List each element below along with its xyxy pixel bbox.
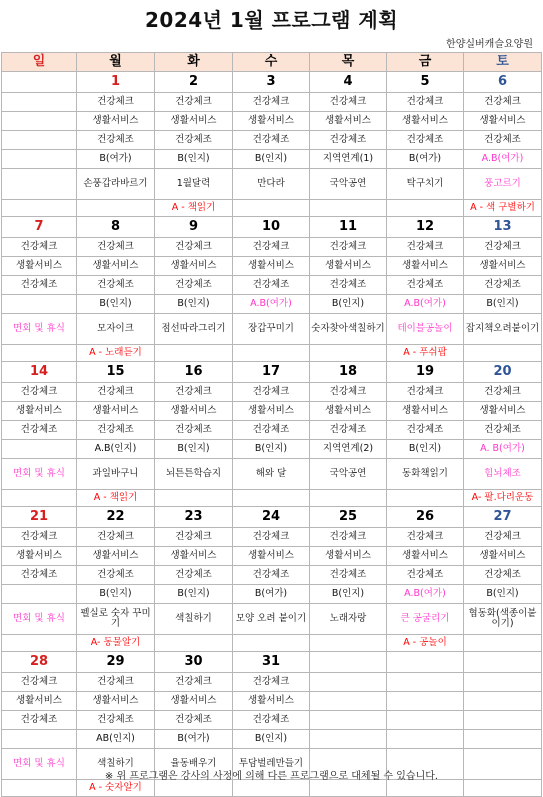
program-type-cell	[310, 730, 387, 749]
program-type-cell: B(인지)	[77, 585, 155, 604]
health-exercise-cell: 건강체조	[310, 421, 387, 440]
program-type-row	[2, 295, 542, 314]
note-row	[2, 635, 542, 652]
date-cell: 6	[464, 72, 542, 93]
program-activity-cell: 모자이크	[77, 314, 155, 345]
note-cell	[310, 200, 387, 217]
program-type-cell: B(인지)	[387, 440, 464, 459]
program-activity-cell: 노래자랑	[310, 604, 387, 635]
health-check-cell: 건강체크	[233, 383, 310, 402]
date-cell: 26	[387, 507, 464, 528]
health-check-row	[2, 93, 542, 112]
program-type-cell: B(여가)	[387, 150, 464, 169]
note-cell	[387, 200, 464, 217]
program-type-cell	[2, 730, 77, 749]
life-service-cell: 생활서비스	[310, 547, 387, 566]
date-cell: 13	[464, 217, 542, 238]
note-cell	[310, 635, 387, 652]
note-cell	[155, 345, 233, 362]
program-type-row	[2, 150, 542, 169]
program-activity-cell: 협동화(색종이붙이기)	[464, 604, 542, 635]
program-type-cell: A.B(여가)	[387, 295, 464, 314]
program-activity-cell: 국악공연	[310, 459, 387, 490]
program-type-cell: AB(인지)	[77, 730, 155, 749]
health-check-cell	[464, 673, 542, 692]
weekday-header-row	[2, 53, 542, 72]
health-check-row	[2, 673, 542, 692]
note-cell	[464, 635, 542, 652]
health-check-cell: 건강체크	[387, 383, 464, 402]
note-cell: A - 색 구별하기	[464, 200, 542, 217]
date-cell: 20	[464, 362, 542, 383]
program-activity-cell: 면회 및 휴식	[2, 604, 77, 635]
health-check-cell: 건강체크	[233, 673, 310, 692]
life-service-cell: 생활서비스	[310, 112, 387, 131]
program-type-cell: B(여가)	[77, 150, 155, 169]
note-cell: A - 책읽기	[77, 490, 155, 507]
life-service-cell: 생활서비스	[233, 692, 310, 711]
health-check-cell: 건강체크	[233, 93, 310, 112]
life-service-cell: 생활서비스	[310, 402, 387, 421]
program-type-cell: B(인지)	[155, 440, 233, 459]
note-cell	[310, 345, 387, 362]
health-exercise-cell: 건강체조	[233, 131, 310, 150]
note-cell	[387, 780, 464, 797]
weekday-thursday: 목	[310, 53, 387, 72]
health-check-cell: 건강체크	[77, 93, 155, 112]
program-type-cell: B(인지)	[233, 150, 310, 169]
note-cell	[464, 345, 542, 362]
life-service-cell: 생활서비스	[387, 547, 464, 566]
health-check-cell: 건강체크	[155, 93, 233, 112]
date-cell: 23	[155, 507, 233, 528]
life-service-cell	[310, 692, 387, 711]
date-cell: 4	[310, 72, 387, 93]
program-type-cell: B(여가)	[155, 730, 233, 749]
life-service-cell: 생활서비스	[464, 547, 542, 566]
health-exercise-cell: 건강체조	[464, 276, 542, 295]
health-check-cell: 건강체크	[155, 383, 233, 402]
health-check-cell	[387, 673, 464, 692]
note-cell	[310, 490, 387, 507]
health-exercise-cell: 건강체조	[310, 131, 387, 150]
footnote: ※ 위 프로그램은 강사의 사정에 의해 다른 프로그램으로 대체될 수 있습니다.	[104, 771, 439, 782]
life-service-cell: 생활서비스	[155, 692, 233, 711]
note-cell: A - 숫자알기	[77, 780, 155, 797]
program-type-cell: B(여가)	[233, 585, 310, 604]
program-activity-cell: 펠실로 숫자 꾸미기	[77, 604, 155, 635]
note-cell	[155, 635, 233, 652]
calendar-body	[2, 53, 542, 797]
health-check-cell: 건강체크	[2, 383, 77, 402]
life-service-cell: 생활서비스	[464, 257, 542, 276]
life-service-cell: 생활서비스	[233, 547, 310, 566]
note-cell: A- 팔.다리운동	[464, 490, 542, 507]
life-service-cell	[464, 692, 542, 711]
program-activity-cell: 면회 및 휴식	[2, 314, 77, 345]
program-type-cell: A.B(여가)	[233, 295, 310, 314]
program-type-cell	[464, 730, 542, 749]
program-type-cell: B(인지)	[155, 295, 233, 314]
program-activity-cell: 색칠하기	[77, 749, 155, 780]
date-cell	[2, 72, 77, 93]
health-check-cell: 건강체크	[2, 673, 77, 692]
date-cell	[464, 652, 542, 673]
date-row	[2, 72, 542, 93]
date-cell: 24	[233, 507, 310, 528]
weekday-saturday: 토	[464, 53, 542, 72]
health-exercise-cell	[310, 711, 387, 730]
health-exercise-cell	[2, 131, 77, 150]
life-service-cell	[387, 692, 464, 711]
note-row	[2, 780, 542, 797]
date-cell: 10	[233, 217, 310, 238]
program-type-cell: B(인지)	[233, 440, 310, 459]
date-cell: 15	[77, 362, 155, 383]
note-cell	[233, 490, 310, 507]
note-cell	[233, 635, 310, 652]
health-exercise-cell: 건강체조	[387, 276, 464, 295]
life-service-cell: 생활서비스	[310, 257, 387, 276]
health-check-cell: 건강체크	[77, 383, 155, 402]
health-exercise-cell	[464, 711, 542, 730]
health-check-cell: 건강체크	[155, 528, 233, 547]
program-activity-cell: 율동배우기	[155, 749, 233, 780]
date-cell: 19	[387, 362, 464, 383]
date-cell: 29	[77, 652, 155, 673]
program-activity-cell: 모양 오려 붙이기	[233, 604, 310, 635]
health-exercise-cell: 건강체조	[233, 276, 310, 295]
life-service-row	[2, 547, 542, 566]
weekday-sunday: 일	[2, 53, 77, 72]
program-type-cell	[387, 730, 464, 749]
page-title: 2024년 1월 프로그램 계획	[144, 8, 399, 32]
program-type-cell: 지역연계(2)	[310, 440, 387, 459]
program-type-cell: A. B(여가)	[464, 440, 542, 459]
date-cell: 3	[233, 72, 310, 93]
weekday-friday: 금	[387, 53, 464, 72]
health-exercise-cell: 건강체조	[77, 421, 155, 440]
health-check-cell: 건강체크	[2, 528, 77, 547]
note-cell	[2, 490, 77, 507]
health-exercise-cell: 건강체조	[387, 566, 464, 585]
date-cell: 27	[464, 507, 542, 528]
program-activity-cell: 탁구치기	[387, 169, 464, 200]
life-service-cell: 생활서비스	[387, 257, 464, 276]
program-type-cell: B(인지)	[155, 585, 233, 604]
program-type-cell	[2, 585, 77, 604]
date-cell: 7	[2, 217, 77, 238]
program-activity-cell: 풍고르기	[464, 169, 542, 200]
life-service-cell: 생활서비스	[464, 112, 542, 131]
date-cell: 17	[233, 362, 310, 383]
program-activity-cell: 과일바구니	[77, 459, 155, 490]
program-type-cell: A.B(여가)	[464, 150, 542, 169]
date-cell: 16	[155, 362, 233, 383]
program-activity-cell: 테이블공놀이	[387, 314, 464, 345]
health-exercise-cell: 건강체조	[155, 566, 233, 585]
program-activity-cell: 잡지책오려붙이기	[464, 314, 542, 345]
life-service-cell: 생활서비스	[155, 257, 233, 276]
life-service-cell: 생활서비스	[464, 402, 542, 421]
note-cell	[2, 200, 77, 217]
note-cell: A - 공놀이	[387, 635, 464, 652]
health-check-cell	[2, 93, 77, 112]
program-activity-row	[2, 169, 542, 200]
date-cell: 2	[155, 72, 233, 93]
program-type-cell: B(인지)	[233, 730, 310, 749]
program-activity-cell: 면회 및 휴식	[2, 749, 77, 780]
health-check-cell: 건강체크	[77, 238, 155, 257]
note-cell	[233, 200, 310, 217]
health-exercise-cell: 건강체조	[2, 276, 77, 295]
life-service-cell: 생활서비스	[387, 112, 464, 131]
note-cell	[464, 780, 542, 797]
health-exercise-cell: 건강체조	[387, 421, 464, 440]
health-exercise-cell: 건강체조	[310, 566, 387, 585]
program-activity-cell: 동화책읽기	[387, 459, 464, 490]
life-service-row	[2, 257, 542, 276]
date-cell: 12	[387, 217, 464, 238]
life-service-cell: 생활서비스	[2, 402, 77, 421]
health-check-cell: 건강체크	[387, 238, 464, 257]
health-exercise-cell: 건강체조	[233, 711, 310, 730]
note-cell: A- 동물알기	[77, 635, 155, 652]
health-exercise-cell: 건강체조	[2, 711, 77, 730]
health-check-cell: 건강체크	[387, 93, 464, 112]
health-exercise-cell: 건강체조	[2, 421, 77, 440]
program-activity-cell: 국악공연	[310, 169, 387, 200]
program-activity-cell: 뇌튼튼학습지	[155, 459, 233, 490]
date-cell: 31	[233, 652, 310, 673]
note-cell: A - 책읽기	[155, 200, 233, 217]
note-cell	[155, 780, 233, 797]
health-check-cell: 건강체크	[387, 528, 464, 547]
note-cell	[2, 780, 77, 797]
health-check-cell: 건강체크	[310, 528, 387, 547]
date-cell: 25	[310, 507, 387, 528]
program-type-row	[2, 585, 542, 604]
health-exercise-cell: 건강체조	[155, 421, 233, 440]
health-exercise-cell: 건강체조	[155, 711, 233, 730]
health-exercise-cell: 건강체조	[2, 566, 77, 585]
life-service-cell: 생활서비스	[77, 547, 155, 566]
program-type-row	[2, 440, 542, 459]
date-cell: 18	[310, 362, 387, 383]
date-cell: 14	[2, 362, 77, 383]
health-exercise-cell: 건강체조	[77, 566, 155, 585]
date-cell: 22	[77, 507, 155, 528]
note-row	[2, 200, 542, 217]
note-cell	[2, 635, 77, 652]
life-service-cell: 생활서비스	[2, 692, 77, 711]
date-cell: 28	[2, 652, 77, 673]
health-check-cell: 건강체크	[464, 238, 542, 257]
program-type-cell: A.B(인지)	[77, 440, 155, 459]
health-check-cell: 건강체크	[310, 238, 387, 257]
life-service-cell: 생활서비스	[77, 692, 155, 711]
date-cell: 5	[387, 72, 464, 93]
health-check-row	[2, 383, 542, 402]
life-service-cell: 생활서비스	[77, 112, 155, 131]
program-activity-row	[2, 459, 542, 490]
health-exercise-cell	[387, 711, 464, 730]
health-exercise-cell: 건강체조	[233, 421, 310, 440]
health-check-cell	[310, 673, 387, 692]
program-activity-cell: 만다라	[233, 169, 310, 200]
life-service-cell: 생활서비스	[2, 547, 77, 566]
life-service-cell: 생활서비스	[233, 402, 310, 421]
health-exercise-row	[2, 131, 542, 150]
health-check-cell: 건강체크	[155, 238, 233, 257]
health-check-cell: 건강체크	[233, 238, 310, 257]
program-type-cell: 지역연계(1)	[310, 150, 387, 169]
date-cell: 30	[155, 652, 233, 673]
weekday-wednesday: 수	[233, 53, 310, 72]
life-service-row	[2, 112, 542, 131]
health-exercise-cell: 건강체조	[464, 566, 542, 585]
note-cell	[233, 345, 310, 362]
health-exercise-cell: 건강체조	[464, 421, 542, 440]
calendar-table	[1, 52, 542, 797]
health-exercise-row	[2, 276, 542, 295]
weekday-monday: 월	[77, 53, 155, 72]
program-type-cell: B(인지)	[310, 295, 387, 314]
date-cell: 8	[77, 217, 155, 238]
program-type-row	[2, 730, 542, 749]
program-activity-row	[2, 314, 542, 345]
note-cell	[155, 490, 233, 507]
health-check-cell: 건강체크	[77, 673, 155, 692]
program-activity-cell: 손풍갑라바르기	[77, 169, 155, 200]
health-exercise-cell: 건강체조	[387, 131, 464, 150]
program-type-cell: B(인지)	[310, 585, 387, 604]
date-row	[2, 507, 542, 528]
program-activity-cell: 해와 달	[233, 459, 310, 490]
health-check-row	[2, 528, 542, 547]
life-service-row	[2, 692, 542, 711]
health-check-cell: 건강체크	[310, 93, 387, 112]
program-type-cell: B(인지)	[77, 295, 155, 314]
program-type-cell	[2, 295, 77, 314]
health-exercise-cell: 건강체조	[155, 131, 233, 150]
note-cell	[310, 780, 387, 797]
health-check-row	[2, 238, 542, 257]
life-service-cell: 생활서비스	[77, 257, 155, 276]
health-exercise-cell: 건강체조	[77, 711, 155, 730]
program-activity-cell: 1월달력	[155, 169, 233, 200]
health-check-cell: 건강체크	[77, 528, 155, 547]
health-exercise-row	[2, 566, 542, 585]
program-activity-cell: 장갑꾸미기	[233, 314, 310, 345]
program-type-cell: B(인지)	[464, 585, 542, 604]
note-cell: A - 푸쉬팝	[387, 345, 464, 362]
date-cell	[387, 652, 464, 673]
date-cell	[310, 652, 387, 673]
program-type-cell	[2, 440, 77, 459]
program-activity-cell	[2, 169, 77, 200]
life-service-cell: 생활서비스	[155, 402, 233, 421]
program-type-cell: B(인지)	[464, 295, 542, 314]
health-exercise-cell: 건강체조	[77, 131, 155, 150]
program-activity-cell: 면회 및 휴식	[2, 459, 77, 490]
note-cell	[233, 780, 310, 797]
program-activity-cell: 큰 공굴리기	[387, 604, 464, 635]
program-type-cell: B(인지)	[155, 150, 233, 169]
life-service-cell: 생활서비스	[155, 112, 233, 131]
life-service-cell: 생활서비스	[233, 257, 310, 276]
program-activity-cell: 힘뇌체조	[464, 459, 542, 490]
health-exercise-cell: 건강체조	[77, 276, 155, 295]
program-activity-cell: 점선따라그리기	[155, 314, 233, 345]
date-row	[2, 217, 542, 238]
health-check-cell: 건강체크	[155, 673, 233, 692]
life-service-cell: 생활서비스	[155, 547, 233, 566]
health-check-cell: 건강체크	[464, 383, 542, 402]
life-service-row	[2, 402, 542, 421]
program-type-cell	[2, 150, 77, 169]
note-row	[2, 490, 542, 507]
program-activity-cell: 색칠하기	[155, 604, 233, 635]
health-check-cell: 건강체크	[464, 528, 542, 547]
note-cell: A - 노래듣기	[77, 345, 155, 362]
note-cell	[2, 345, 77, 362]
weekday-tuesday: 화	[155, 53, 233, 72]
program-activity-row	[2, 604, 542, 635]
health-check-cell: 건강체크	[310, 383, 387, 402]
life-service-cell: 생활서비스	[77, 402, 155, 421]
date-row	[2, 362, 542, 383]
health-exercise-cell: 건강체조	[155, 276, 233, 295]
date-cell: 21	[2, 507, 77, 528]
program-type-cell: A.B(여가)	[387, 585, 464, 604]
health-exercise-row	[2, 711, 542, 730]
date-cell: 1	[77, 72, 155, 93]
date-row	[2, 652, 542, 673]
health-exercise-cell: 건강체조	[464, 131, 542, 150]
program-activity-cell: 숫자찾아색칠하기	[310, 314, 387, 345]
life-service-cell: 생활서비스	[233, 112, 310, 131]
health-check-cell: 건강체크	[464, 93, 542, 112]
life-service-cell: 생활서비스	[2, 257, 77, 276]
date-cell: 9	[155, 217, 233, 238]
program-activity-cell: 투담벌레만들기	[233, 749, 310, 780]
note-cell	[77, 200, 155, 217]
note-row	[2, 345, 542, 362]
life-service-cell: 생활서비스	[387, 402, 464, 421]
health-exercise-row	[2, 421, 542, 440]
health-exercise-cell: 건강체조	[233, 566, 310, 585]
date-cell: 11	[310, 217, 387, 238]
note-cell	[387, 490, 464, 507]
life-service-cell	[2, 112, 77, 131]
health-exercise-cell: 건강체조	[310, 276, 387, 295]
organization-name: 한양실버캐슬요양원	[446, 39, 533, 50]
health-check-cell: 건강체크	[233, 528, 310, 547]
health-check-cell: 건강체크	[2, 238, 77, 257]
